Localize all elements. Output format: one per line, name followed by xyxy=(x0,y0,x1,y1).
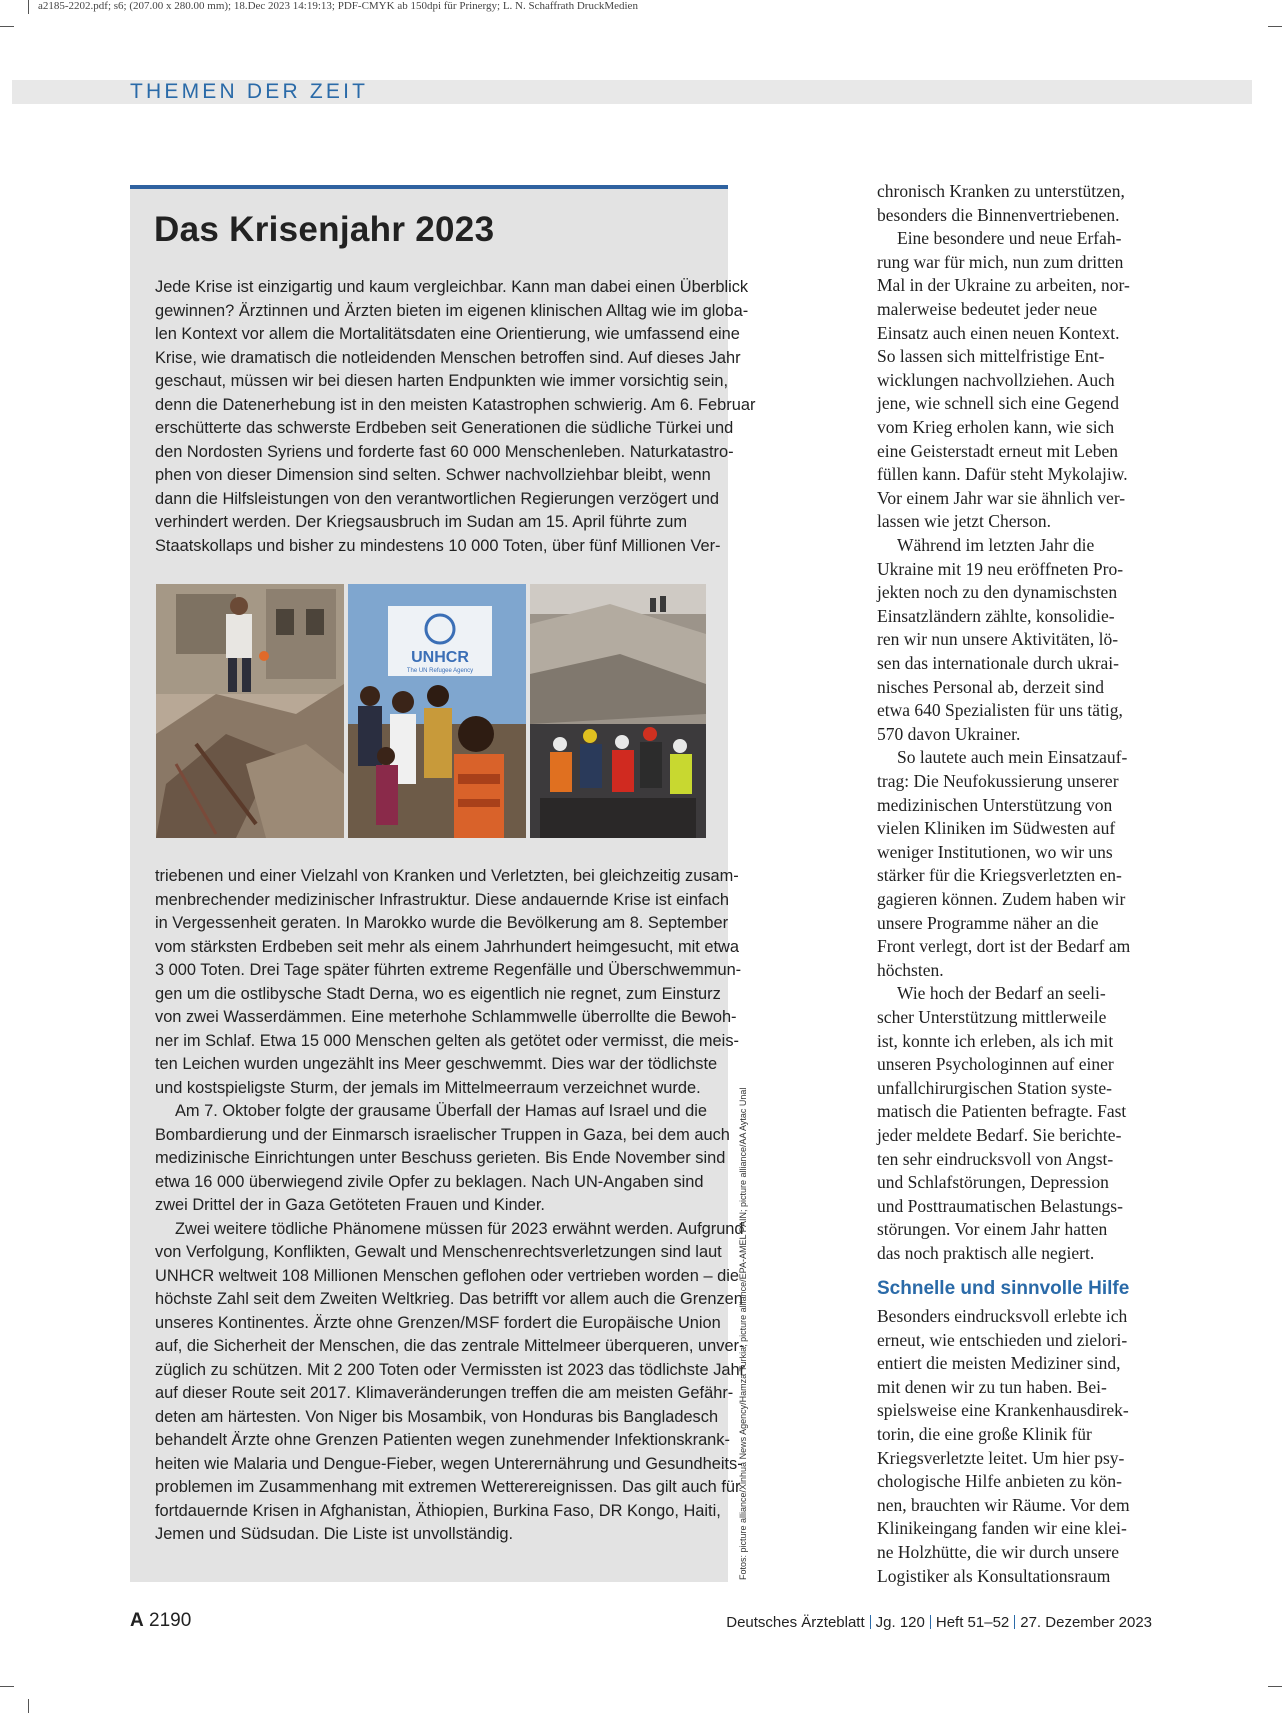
text-line: vielen Kliniken im Südwesten auf xyxy=(877,818,1116,839)
text-line: trag: Die Neufokussierung unserer xyxy=(877,770,1119,791)
text-line: den Nordosten Syriens und forderte fast 60 000 Menschenleben. Naturkatastro- xyxy=(155,442,734,461)
text-line: vom Krieg erholen kann, wie sich xyxy=(877,416,1115,437)
column-paragraph-5 xyxy=(877,982,1151,1265)
text-line: spielsweise eine Krankenhausdirek- xyxy=(877,1400,1129,1421)
text-line: gen um die ostlibysche Stadt Derna, wo es eigentlich nie regnet, zum Einsturz xyxy=(155,984,721,1003)
text-line: Besonders eindrucksvoll erlebte ich xyxy=(877,1306,1128,1326)
text-line: medizinische Einrichtungen unter Beschuss gerieten. Bis Ende November sind xyxy=(155,1149,726,1167)
print-slug-line: a2185-2202.pdf; s6; (207.00 x 280.00 mm); 18.Dec 2023 14:19:13; PDF-CMYK ab 150dpi für Prinergy; L. N. Schaffrath DruckMedien xyxy=(38,0,638,12)
text-line: Klinikeingang fanden wir eine klei- xyxy=(877,1518,1127,1539)
text-line: jene, wie schnell sich eine Gegend xyxy=(877,393,1119,414)
text-line: Krise, wie dramatisch die notleidenden Menschen betroffen sind. Auf dieses Jahr xyxy=(155,348,741,367)
text-line: etwa 16 000 überwiegend zivile Opfer zu beklagen. Nach UN-Angaben sind xyxy=(155,1172,704,1191)
text-line: dann die Hilfsleistungen von den verantwortlichen Regierungen verzögert und xyxy=(155,489,720,508)
column-paragraph-3 xyxy=(877,534,1151,746)
text-line: von Verfolgung, Konflikten, Gewalt und Menschenrechtsverletzungen sind laut xyxy=(155,1243,722,1261)
text-line: unseres Kontinentes. Ärzte ohne Grenzen/MSF fordert die Europäische Union xyxy=(155,1313,721,1332)
text-line: Ukraine mit 19 neu eröffneten Pro- xyxy=(877,558,1124,579)
text-line: Staatskollaps und bisher zu mindestens 10 000 Toten, über fünf Millionen Ver- xyxy=(155,536,721,555)
unhcr-banner-subtext: The UN Refugee Agency xyxy=(406,668,474,674)
text-line: malerweise bedeutet jeder neue xyxy=(877,298,1098,319)
text-line: unsere Programme näher an die xyxy=(877,912,1099,933)
text-line: Wie hoch der Bedarf an seeli- xyxy=(897,983,1106,1004)
text-line: triebenen und einer Vielzahl von Kranken und Verletzten, bei gleichzeitig zusam- xyxy=(155,867,739,885)
text-line: das noch praktisch alle negiert. xyxy=(877,1242,1095,1263)
text-line: Während im letzten Jahr die xyxy=(897,535,1095,555)
crop-mark xyxy=(1268,26,1282,27)
photo-rescue-workers xyxy=(530,584,706,838)
text-line: Einsatz auch einen neuen Kontext. xyxy=(877,322,1120,343)
text-line: scher Unterstützung mittlerweile xyxy=(877,1006,1107,1027)
text-line: ren wir nun unsere Aktivitäten, lö- xyxy=(877,629,1119,650)
crop-mark xyxy=(0,1686,14,1687)
text-line: auf, die Sicherheit der Menschen, die das zentrale Mittelmeer überqueren, unver- xyxy=(155,1337,745,1355)
text-line: stärker für die Kriegsverletzten en- xyxy=(877,865,1122,886)
text-line: nisches Personal ab, derzeit sind xyxy=(877,676,1104,697)
text-line: ne Holzhütte, die wir durch unsere xyxy=(877,1541,1120,1562)
text-line: füllen kann. Dafür steht Mykolajiw. xyxy=(877,464,1128,485)
page-number-value: 2190 xyxy=(149,1610,192,1631)
text-line: erschütterte das schwerste Erdbeben seit Generationen die südliche Türkei und xyxy=(155,419,734,437)
text-line: So lautete auch mein Einsatzauf- xyxy=(897,747,1128,768)
text-line: ner im Schlaf. Etwa 15 000 Menschen gelten als getötet oder vermisst, die meis- xyxy=(155,1031,739,1050)
text-line: unseren Psychologinnen auf einer xyxy=(877,1054,1114,1075)
text-line: len Kontext vor allem die Mortalitätsdaten eine Orientierung, wie umfassend eine xyxy=(155,325,740,343)
text-line: deten am härtesten. Von Niger bis Mosambik, von Honduras bis Bangladesch xyxy=(155,1407,719,1426)
text-line: eine Geisterstadt erneut mit Leben xyxy=(877,440,1119,461)
text-line: Kriegsverletzte leitet. Um hier psy- xyxy=(877,1447,1125,1468)
text-line: besonders die Binnenvertriebenen. xyxy=(877,204,1120,225)
text-line: ist, konnte ich erleben, als ich mit xyxy=(877,1030,1114,1051)
text-line: auf dieser Route seit 2017. Klimaveränderungen treffen die am meisten Gefähr- xyxy=(155,1384,734,1402)
text-line: ten sehr eindrucksvoll von Angst- xyxy=(877,1148,1114,1169)
text-line: matisch die Patienten befragte. Fast xyxy=(877,1101,1127,1122)
text-line: von zwei Wasserdämmen. Eine meterhohe Schlammwelle überrollte die Bewoh- xyxy=(155,1008,737,1026)
text-line: unfallchirurgischen Station syste- xyxy=(877,1077,1112,1098)
text-line: torin, die eine große Klinik für xyxy=(877,1423,1092,1444)
text-line: jekten noch zu den dynamischsten xyxy=(877,582,1118,603)
text-line: und Schlafstörungen, Depression xyxy=(877,1172,1109,1193)
text-line: phen von dieser Dimension sind selten. Schwer nachvollziehbar bleibt, wenn xyxy=(155,466,711,484)
text-line: nen, brauchten wir Räume. Vor dem xyxy=(877,1494,1130,1515)
text-line: Mal in der Ukraine zu arbeiten, nor- xyxy=(877,275,1130,296)
crop-mark xyxy=(28,1699,29,1713)
footer-separator xyxy=(930,1615,931,1629)
journal-name: Deutsches Ärzteblatt xyxy=(726,1614,865,1631)
text-line: entiert die meisten Mediziner sind, xyxy=(877,1353,1121,1374)
text-line: medizinischen Unterstützung von xyxy=(877,794,1113,815)
photo-earthquake-rubble xyxy=(156,584,344,838)
text-line: gewinnen? Ärztinnen und Ärzten bieten im eigenen klinischen Alltag wie im globa- xyxy=(155,301,749,320)
text-line: UNHCR weltweit 108 Millionen Menschen geflohen oder vertrieben worden – die xyxy=(155,1266,739,1285)
unhcr-banner-text: UNHCR xyxy=(411,649,469,666)
text-line: chologische Hilfe anbieten zu kön- xyxy=(877,1471,1122,1492)
text-line: züglich zu schützen. Mit 2 200 Toten oder Vermissten ist 2023 das tödlichste Jahr xyxy=(155,1360,746,1379)
text-line: 570 davon Ukrainer. xyxy=(877,723,1021,744)
box-title: Das Krisenjahr 2023 xyxy=(154,210,495,249)
text-line: Vor einem Jahr war sie ähnlich ver- xyxy=(877,487,1126,508)
text-line: Zwei weitere tödliche Phänomene müssen für 2023 erwähnt werden. Aufgrund xyxy=(175,1219,744,1238)
text-line: menbrechender medizinischer Infrastruktur. Diese andauernde Krise ist einfach xyxy=(155,890,729,909)
journal-date: 27. Dezember 2023 xyxy=(1020,1614,1152,1631)
column-paragraph-6 xyxy=(877,1305,1151,1588)
text-line: weniger Institutionen, wo wir uns xyxy=(877,841,1113,862)
footer-separator xyxy=(1014,1615,1015,1629)
crop-mark xyxy=(28,0,29,14)
text-line: problemen im Zusammenhang mit extremen Wetterereignissen. Das gilt auch für xyxy=(155,1478,741,1496)
text-line: fortdauernde Krisen in Afghanistan, Äthiopien, Burkina Faso, DR Kongo, Haiti, xyxy=(155,1501,721,1520)
crop-mark xyxy=(0,26,14,27)
text-line: jeder meldete Bedarf. Sie berichte- xyxy=(877,1124,1122,1145)
text-line: und Posttraumatischen Belastungs- xyxy=(877,1195,1123,1216)
text-line: 3 000 Toten. Drei Tage später führten extreme Regenfälle und Überschwemmun- xyxy=(155,961,742,979)
text-line: verhindert werden. Der Kriegsausbruch im Sudan am 15. April führte zum xyxy=(155,513,688,531)
box-paragraph-gaza xyxy=(155,1100,730,1218)
journal-volume: Jg. 120 xyxy=(875,1614,925,1631)
text-line: wicklungen nachvollziehen. Auch xyxy=(877,369,1115,390)
footer-separator xyxy=(870,1615,871,1629)
box-paragraph-intro xyxy=(155,276,756,558)
text-line: Bombardierung und der Einmarsch israelischer Truppen in Gaza, bei dem auch xyxy=(155,1125,730,1144)
section-label: THEMEN DER ZEIT xyxy=(130,80,369,103)
text-line: in Vergessenheit geraten. In Marokko wurde die Bevölkerung am 8. September xyxy=(155,914,729,932)
text-line: vom stärksten Erdbeben seit mehr als einem Jahrhundert heimgesucht, mit etwa xyxy=(155,937,739,956)
box-paragraph-continued xyxy=(155,865,742,1100)
text-line: rung war für mich, nun zum dritten xyxy=(877,251,1124,272)
text-line: etwa 640 Spezialisten für uns tätig, xyxy=(877,700,1123,721)
text-line: zwei Drittel der in Gaza Getöteten Frauen und Kinder. xyxy=(155,1196,545,1214)
text-line: Eine besondere und neue Erfah- xyxy=(897,228,1122,249)
column-paragraph-2 xyxy=(877,227,1151,534)
text-line: Front verlegt, dort ist der Bedarf am xyxy=(877,936,1131,957)
text-line: heiten wie Malaria und Dengue-Fieber, wegen Unterernährung und Gesundheits- xyxy=(155,1454,743,1473)
text-line: gagieren können. Zudem haben wir xyxy=(877,888,1126,909)
photo-strip xyxy=(156,584,706,838)
text-line: erneut, wie entschieden und zielori- xyxy=(877,1329,1128,1350)
journal-footer xyxy=(726,1614,1152,1631)
column-paragraph-4 xyxy=(877,746,1151,982)
photo-credit: Fotos: picture alliance/Xinhua News Agency/Hamza Turkia; picture alliance/EPA-AMEL PAIN; picture alliance/AA Aytac Unal xyxy=(738,1087,748,1580)
text-line: Jemen und Südsudan. Die Liste ist unvollständig. xyxy=(155,1525,514,1543)
text-line: So lassen sich mittelfristige Ent- xyxy=(877,346,1105,367)
text-line: Jede Krise ist einzigartig und kaum vergleichbar. Kann man dabei einen Überblick xyxy=(155,278,749,296)
text-line: behandelt Ärzte ohne Grenzen Patienten wegen zunehmender Infektionskrank- xyxy=(155,1431,730,1449)
journal-issue: Heft 51–52 xyxy=(935,1614,1010,1631)
column-paragraph-1 xyxy=(877,180,1151,227)
page-number xyxy=(130,1610,191,1632)
text-line: mit denen wir zu tun haben. Bei- xyxy=(877,1376,1107,1397)
text-line: Am 7. Oktober folgte der grausame Überfall der Hamas auf Israel und die xyxy=(175,1102,708,1120)
photo-unhcr-refugees xyxy=(348,584,526,838)
text-line: lassen wie jetzt Cherson. xyxy=(877,511,1051,532)
text-line: höchsten. xyxy=(877,959,944,980)
text-line: denn die Datenerhebung ist in den meisten Katastrophen schwierig. Am 6. Februar xyxy=(155,395,756,414)
text-line: ten Leichen wurden ungezählt ins Meer geschwemmt. Dies war der tödlichste xyxy=(155,1055,718,1073)
text-line: höchste Zahl seit dem Zweiten Weltkrieg. Das betrifft vor allem auch die Grenzen xyxy=(155,1290,743,1308)
text-line: Einsatzländern zählte, konsolidie- xyxy=(877,605,1115,626)
page-prefix: A xyxy=(130,1610,144,1631)
text-line: Logistiker als Konsultationsraum xyxy=(877,1565,1111,1586)
text-line: chronisch Kranken zu unterstützen, xyxy=(877,181,1125,201)
text-line: geschaut, müssen wir bei diesen harten Endpunkten wie immer vorsichtig sein, xyxy=(155,372,729,390)
text-line: sen das internationale durch ukrai- xyxy=(877,652,1119,673)
crop-mark xyxy=(1268,1686,1282,1687)
text-line: störungen. Vor einem Jahr hatten xyxy=(877,1219,1108,1240)
text-line: und kostspieligste Sturm, der jemals im Mittelmeerraum verzeichnet wurde. xyxy=(155,1078,701,1097)
column-subheading: Schnelle und sinnvolle Hilfe xyxy=(877,1278,1130,1299)
